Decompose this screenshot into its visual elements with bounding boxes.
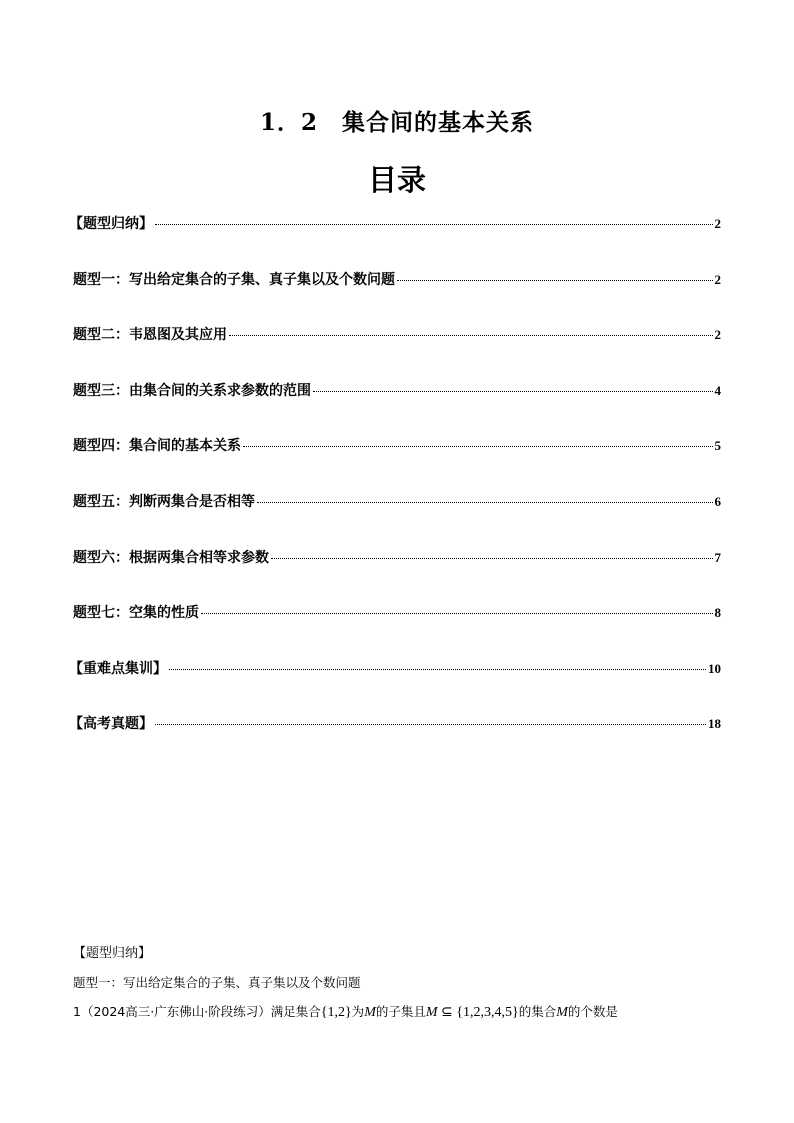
toc-leader-dots (169, 669, 706, 670)
toc-leader-dots (201, 613, 713, 614)
math-subset-symbol: ⊆ (437, 1005, 457, 1020)
toc-entry-page: 18 (708, 716, 721, 732)
toc-entry-label: 【高考真题】 (69, 716, 153, 733)
toc-entry[interactable] (73, 324, 721, 380)
question-number: 1 (73, 1004, 81, 1019)
toc-entry[interactable] (73, 380, 721, 436)
toc-entry[interactable] (69, 658, 721, 714)
toc-entry-label: 题型五：判断两集合是否相等 (73, 493, 255, 510)
toc-entry[interactable] (73, 547, 721, 603)
toc-leader-dots (271, 558, 713, 559)
question-1 (73, 1002, 733, 1021)
toc-leader-dots (243, 446, 713, 447)
toc-entry[interactable] (69, 713, 721, 769)
toc-leader-dots (229, 335, 713, 336)
question-source: （2024高三·广东佛山·阶段练习）满足集合 (80, 1004, 321, 1019)
subsection-heading: 题型一：写出给定集合的子集、真子集以及个数问题 (73, 975, 361, 990)
toc-leader-dots (257, 502, 713, 503)
toc-entry[interactable] (73, 435, 721, 491)
toc-entry-page: 10 (708, 660, 721, 676)
toc-entry-label: 题型二：韦恩图及其应用 (73, 327, 227, 344)
question-text: 的个数是 (567, 1004, 618, 1019)
section-heading: 【题型归纳】 (73, 946, 152, 961)
toc-entry-page: 7 (714, 549, 721, 565)
toc-entry-page: 8 (714, 605, 721, 621)
document-title: 1．2 集合间的基本关系 (259, 109, 534, 136)
math-set-a: {1,2} (320, 1005, 352, 1020)
math-set-b: {1,2,3,4,5} (456, 1005, 519, 1020)
toc-entry-label: 题型六：根据两集合相等求参数 (73, 549, 269, 566)
toc-entry[interactable] (69, 213, 721, 269)
toc-entry-label: 题型四：集合间的基本关系 (73, 438, 241, 455)
toc-entry-label: 【重难点集训】 (69, 660, 167, 677)
question-text: 的子集且 (375, 1004, 426, 1019)
toc-entry-page: 6 (714, 493, 721, 509)
toc-entry[interactable] (73, 602, 721, 658)
toc-leader-dots (155, 224, 713, 225)
toc-leader-dots (313, 391, 713, 392)
toc-entry-page: 2 (714, 327, 721, 343)
toc-heading: 目录 (367, 163, 426, 197)
math-var-m: M (556, 1005, 568, 1020)
toc-entry[interactable] (73, 491, 721, 547)
toc-entry-page: 4 (714, 382, 721, 398)
toc-entry-label: 题型七：空集的性质 (73, 605, 199, 622)
question-text: 的集合 (518, 1004, 557, 1019)
question-text: 为 (351, 1004, 365, 1019)
toc-entry-label: 题型一：写出给定集合的子集、真子集以及个数问题 (73, 271, 395, 288)
toc-entry-label: 题型三：由集合间的关系求参数的范围 (73, 382, 311, 399)
toc-leader-dots (397, 280, 713, 281)
toc-entry-page: 2 (714, 216, 721, 231)
toc-entry[interactable] (73, 269, 721, 325)
table-of-contents (69, 213, 721, 769)
math-var-m: M (364, 1005, 376, 1020)
math-var-m: M (425, 1005, 438, 1020)
toc-entry-page: 2 (714, 271, 721, 287)
toc-entry-label: 【题型归纳】 (69, 216, 153, 232)
toc-leader-dots (155, 724, 706, 725)
toc-entry-page: 5 (714, 438, 721, 454)
